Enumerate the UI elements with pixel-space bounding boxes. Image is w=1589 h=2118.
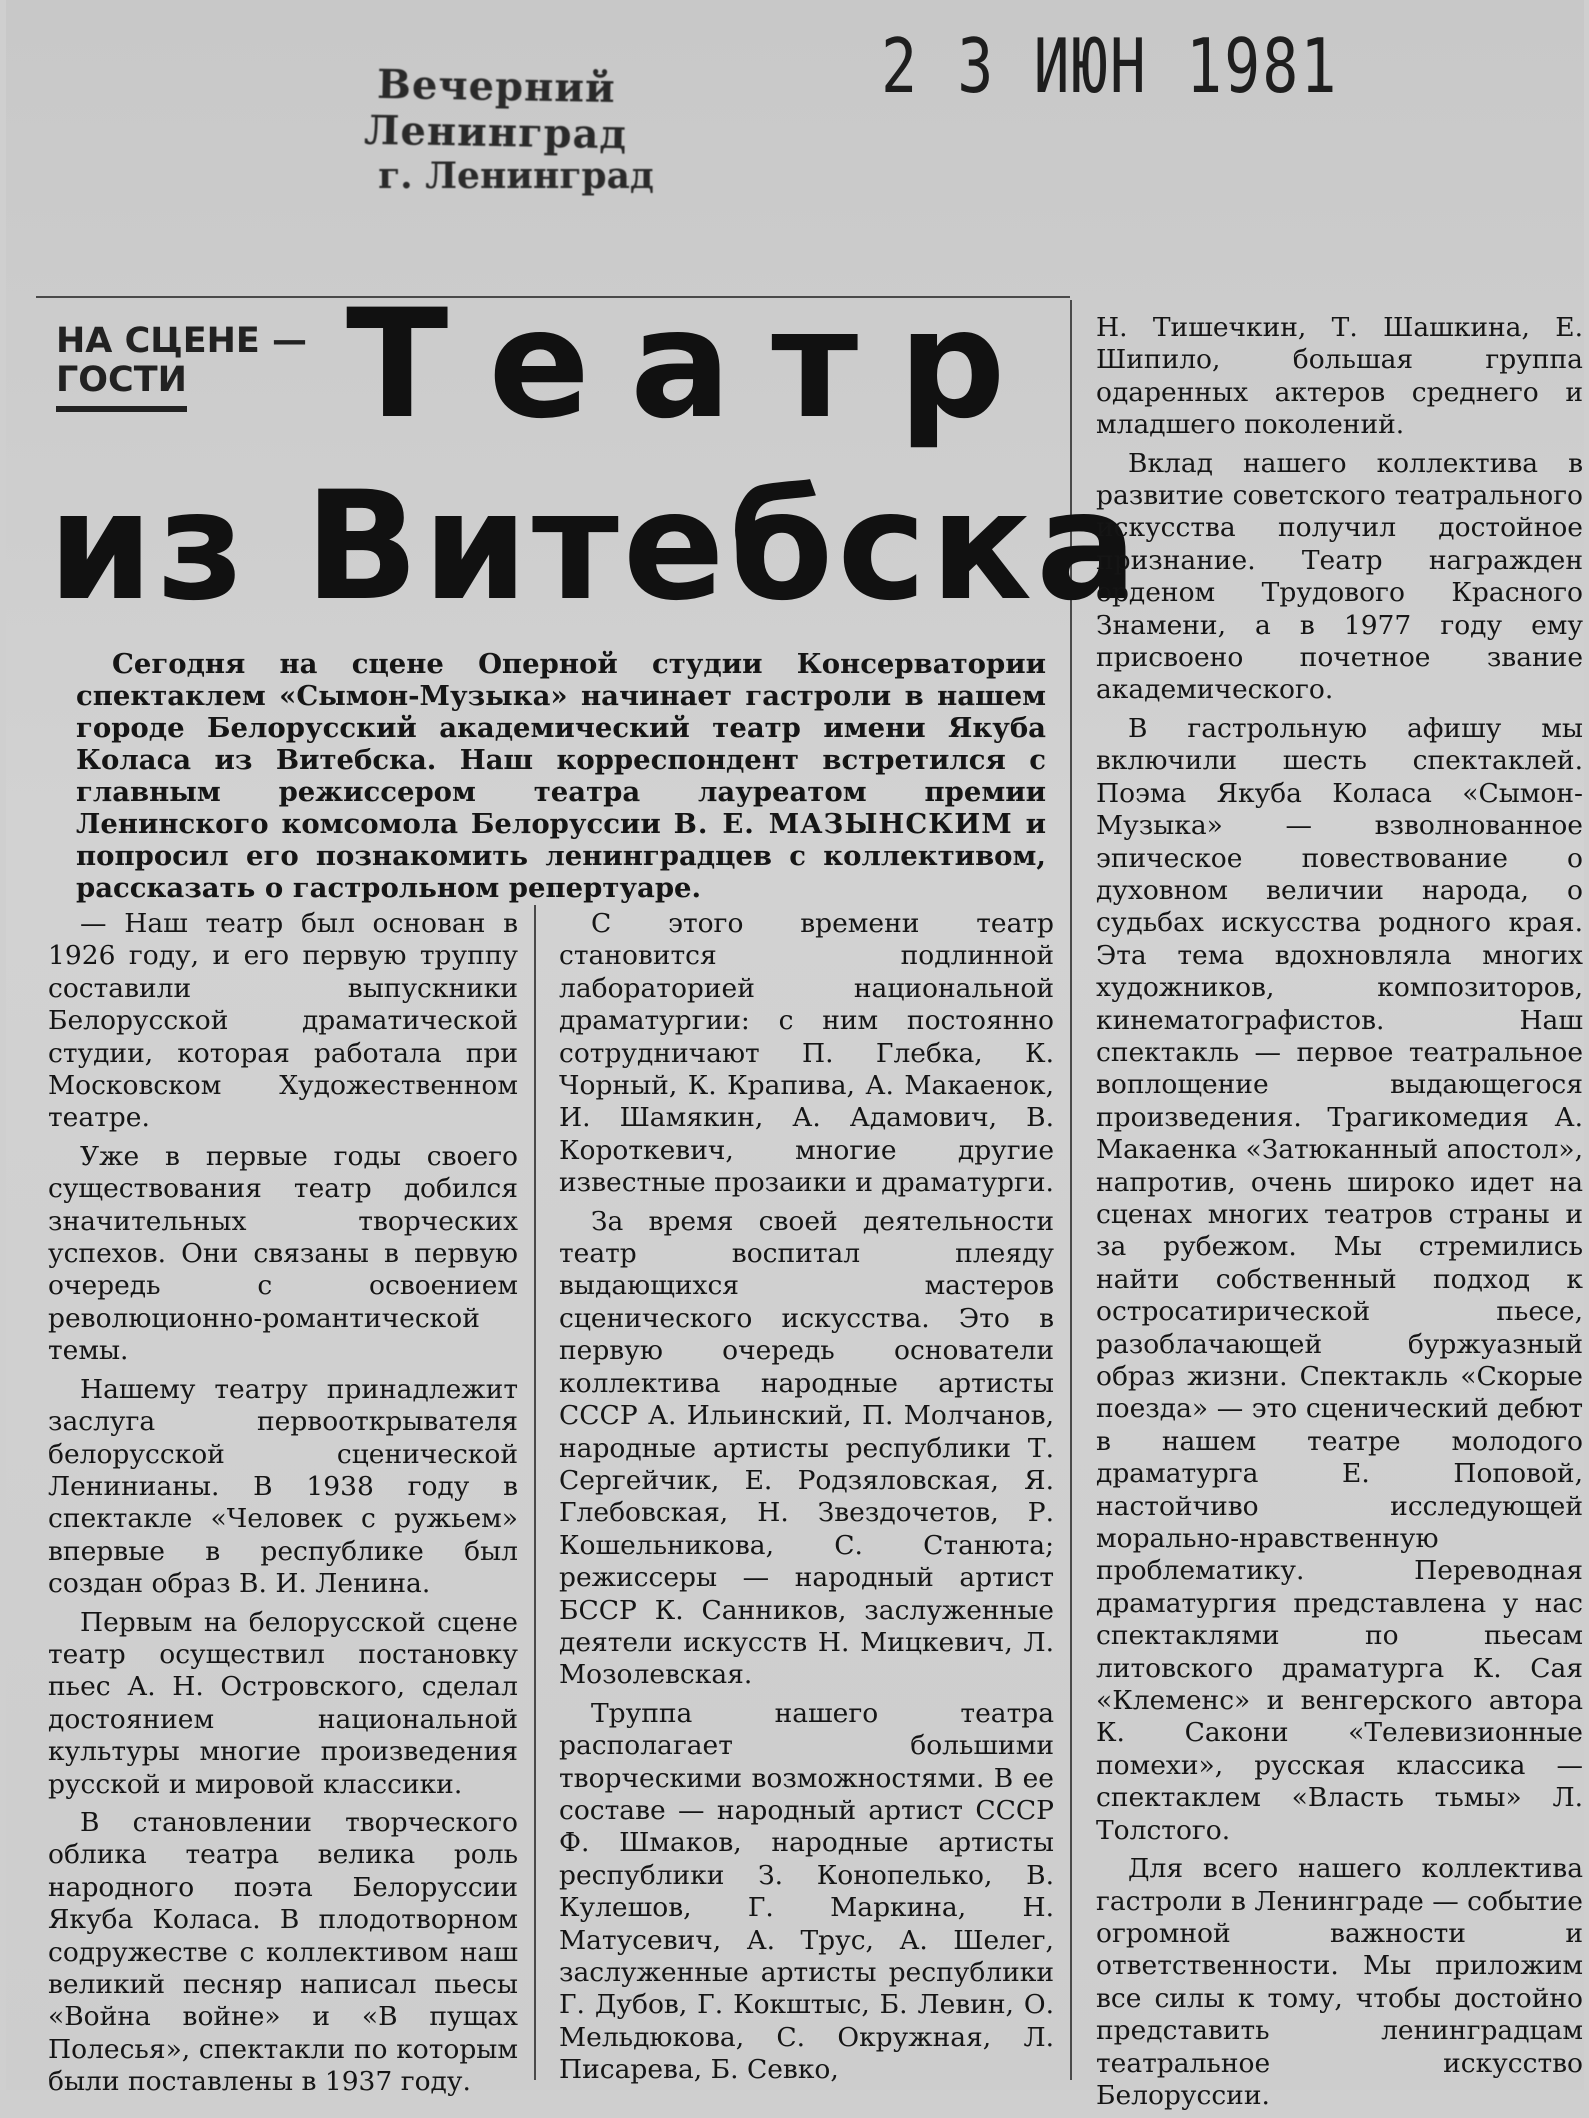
paragraph: Первым на белорусской сцене театр осуществил постановку пьес А. Н. Островского, сделал достоянием национальной культуры многие произведения русской и мировой классики. <box>48 1606 518 1800</box>
paragraph: Н. Тишечкин, Т. Шашкина, Е. Шипило, большая группа одаренных актеров среднего и младшего поколений. <box>1096 312 1583 441</box>
paragraph: За время своей деятельности театр воспитал плеяду выдающихся мастеров сценического искусства. Это в первую очередь основатели коллектива народные артисты СССР А. Ильинский, П. Молчанов, народные артисты республики Т. Сергейчик, Е. Родзяловская, Я. Глебовская, Н. Звездочетов, Р. Кошельникова, С. Станюта; режиссеры — народный артист БССР К. Санников, заслуженные деятели искусств Н. Мицкевич, Л. Мозолевская. <box>559 1205 1054 1691</box>
paragraph: Нашему театру принадлежит заслуга первооткрывателя белорусской сценической Ленинианы. В 1938 году в спектакле «Человек с ружьем» впервые в республике был создан образ В. И. Ленина. <box>48 1373 518 1600</box>
stamp-newspaper-name: Вечерний Ленинград <box>363 60 628 159</box>
headline-line-2: из Витебска <box>48 460 1142 634</box>
paragraph: С этого времени театр становится подлинной лабораторией национальной драматургии: с ним постоянно сотрудничают П. Глебка, К. Чорный, К. Крапива, А. Макаенок, И. Шамякин, А. Адамович, В. Короткевич, многие другие известные прозаики и драматурги. <box>559 908 1054 1199</box>
paragraph: В становлении творческого облика театра велика роль народного поэта Белоруссии Якуба Коласа. В плодотворном содружестве с коллективом наш великий песняр написал пьесы «Война войне» и «В пущах Полесья», спектакли по которым были поставлены в 1937 году. <box>48 1806 518 2098</box>
headline-line-1: Театр <box>346 278 1046 452</box>
column-divider-1 <box>534 905 536 2080</box>
article-column-1 <box>48 908 518 2105</box>
article-column-3 <box>1096 312 1583 2118</box>
date-stamp: 2 3 ИЮН 1981 <box>881 23 1339 111</box>
interviewee-name: В. Е. МАЗЫНСКИМ <box>673 808 1013 840</box>
rubric <box>56 322 307 412</box>
newspaper-clipping <box>6 0 1584 2111</box>
paragraph: В гастрольную афишу мы включили шесть спектаклей. Поэма Якуба Коласа «Сымон-Музыка» — взволнованное эпическое повествование о духовном величии народа, о судьбах искусства родного края. Эта тема вдохновляла многих художников, композиторов, кинематографистов. Наш спектакль — первое театральное воплощение выдающегося произведения. Трагикомедия А. Макаенка «Затюканный апостол», напротив, очень широко идет на сценах многих театров страны и за рубежом. Мы стремились найти собственный подход к остросатирической пьесе, разоблачающей буржуазный образ жизни. Спектакль «Скорые поезда» — это сценический дебют в нашем театре молодого драматурга Е. Поповой, настойчиво исследующей морально-нравственную проблематику. Переводная драматургия представлена у нас спектаклями по пьесам литовского драматурга К. Сая «Клеменс» и венгерского автора К. Сакони «Телевизионные помехи», русская классика — спектаклем «Власть тьмы» Л. Толстого. <box>1096 712 1583 1846</box>
paragraph: Уже в первые годы своего существования театр добился значительных творческих успехов. Они связаны в первую очередь с освоением революционно-романтической темы. <box>48 1140 518 1367</box>
paragraph: Труппа нашего театра располагает большими творческими возможностями. В ее составе — народный артист СССР Ф. Шмаков, народные артисты республики З. Конопелько, В. Кулешов, Г. Маркина, Н. Матусевич, А. Трус, А. Шелег, заслуженные артисты республики Г. Дубов, Г. Кокштыс, Б. Левин, О. Мельдюкова, С. Окружная, Л. Писарева, Б. Севко, <box>559 1697 1054 2086</box>
rubric-line-1: НА СЦЕНЕ — <box>56 321 308 361</box>
lead-paragraph <box>76 648 1046 904</box>
rubric-line-2: ГОСТИ <box>56 361 187 412</box>
newspaper-stamp <box>286 60 706 197</box>
paragraph: Вклад нашего коллектива в развитие советского театрального искусства получил достойное признание. Театр награжден орденом Трудового Красного Знамени, а в 1977 году ему присвоено почетное звание академического. <box>1096 447 1583 706</box>
paragraph: Для всего нашего коллектива гастроли в Ленинграде — событие огромной важности и ответственности. Мы приложим все силы к тому, чтобы достойно представить ленинградцам театральное искусство Белоруссии. <box>1096 1853 1583 2111</box>
lead-text-1: Сегодня на сцене Оперной студии Консерватории спектаклем «Сымон-Музыка» начинает гастроли в нашем городе Белорусский академический театр имени Якуба Коласа из Витебска. Наш корреспондент встретился с главным режиссером театра лауреатом премии Ленинского комсомола Белоруссии <box>76 648 1046 840</box>
lead-text-2: и попросил его познакомить ленинградцев с коллективом, рассказать о гастрольном репертуаре. <box>76 808 1046 904</box>
article-column-2 <box>559 908 1054 2093</box>
paragraph: — Наш театр был основан в 1926 году, и его первую труппу составили выпускники Белорусской драматической студии, которая работала при Московском Художественном театре. <box>48 908 518 1134</box>
stamp-city: г. Ленинград <box>378 155 654 197</box>
